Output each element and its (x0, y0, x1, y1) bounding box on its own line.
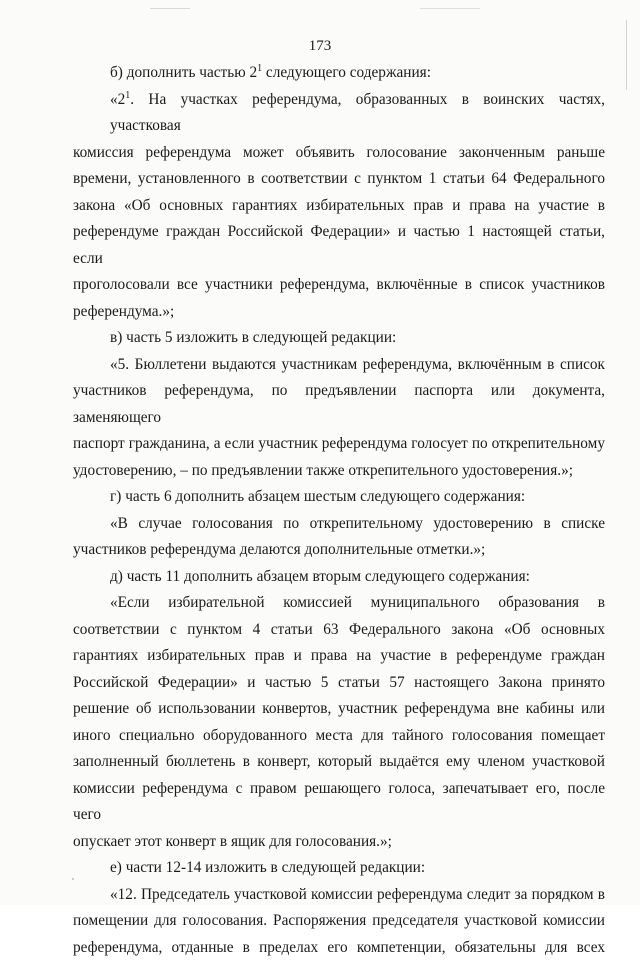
paragraph-quote-part-5 (73, 352, 605, 485)
text-line: участников референдума, по предъявлении паспорта или документа, заменяющего (73, 378, 605, 431)
text-line: закона «Об основных гарантиях избирательных прав и права на участие в (73, 193, 605, 220)
text-line: в) часть 5 изложить в следующей редакции: (73, 325, 605, 352)
text-line: паспорт гражданина, а если участник референдума голосует по открепительному (73, 431, 605, 458)
paragraph-quote-part-12 (73, 882, 605, 961)
superscript: 1 (125, 89, 130, 100)
text-line (73, 87, 605, 140)
text-line: соответствии с пунктом 4 статьи 63 Федерального закона «Об основных (73, 617, 605, 644)
text-line: референдума.»; (73, 299, 605, 326)
text-line: «12. Председатель участковой комиссии референдума следит за порядком в (73, 882, 605, 909)
line-text: . На участках референдума, образованных в воинских частях, участковая (110, 91, 605, 135)
text-line: удостоверению, – по предъявлении также открепительного удостоверения.»; (73, 458, 605, 485)
text-line: «5. Бюллетени выдаются участникам референдума, включённым в список (73, 352, 605, 379)
text-line: е) части 12-14 изложить в следующей редакции: (73, 855, 605, 882)
text-line: времени, установленного в соответствии с пунктом 1 статьи 64 Федерального (73, 166, 605, 193)
text-line: д) часть 11 дополнить абзацем вторым следующего содержания: (73, 564, 605, 591)
text-line: иного специально оборудованного места для тайного голосования помещает (73, 723, 605, 750)
text-line: заполненный бюллетень в конверт, который выдаётся ему членом участковой (73, 749, 605, 776)
text-line: помещении для голосования. Распоряжения председателя участковой комиссии (73, 908, 605, 935)
text-line: комиссия референдума может объявить голосование законченным раньше (73, 140, 605, 167)
paragraph-amend-d (73, 564, 605, 591)
line-text: следующего содержания: (266, 64, 431, 81)
text-line: комиссии референдума с правом решающего голоса, запечатывает его, после чего (73, 776, 605, 829)
text-line: гарантиях избирательных прав и права на участие в референдуме граждан (73, 643, 605, 670)
line-text: «2 (110, 91, 125, 108)
paragraph-amend-v (73, 325, 605, 352)
text-line (73, 60, 605, 87)
text-line: решение об использовании конвертов, участник референдума вне кабины или (73, 696, 605, 723)
paragraph-quote-part-11 (73, 590, 605, 855)
paragraph-quote-part-6 (73, 511, 605, 564)
text-line: участников референдума делаются дополнительные отметки.»; (73, 537, 605, 564)
scan-mark (626, 20, 627, 90)
line-text: б) дополнить частью 2 (110, 64, 257, 81)
scan-mark (150, 8, 190, 9)
superscript: 1 (257, 63, 262, 74)
paragraph-amend-e (73, 855, 605, 882)
text-line: референдуме граждан Российской Федерации» и частью 1 настоящей статьи, если (73, 219, 605, 272)
paragraph-amend-g (73, 484, 605, 511)
scan-mark (420, 8, 480, 9)
paragraph-quote-part-2-1 (73, 87, 605, 326)
page-number: 173 (0, 38, 640, 55)
text-line: «Если избирательной комиссией муниципального образования в (73, 590, 605, 617)
paragraph-amend-b (73, 60, 605, 87)
text-line: проголосовали все участники референдума, включённые в список участников (73, 272, 605, 299)
text-line: Российской Федерации» и частью 5 статьи 57 настоящего Закона принято (73, 670, 605, 697)
text-line: «В случае голосования по открепительному удостоверению в списке (73, 511, 605, 538)
text-line: г) часть 6 дополнить абзацем шестым следующего содержания: (73, 484, 605, 511)
text-line: опускает этот конверт в ящик для голосования.»; (73, 829, 605, 856)
text-line: референдума, отданные в пределах его компетенции, обязательны для всех (73, 935, 605, 961)
document-body (73, 60, 605, 961)
